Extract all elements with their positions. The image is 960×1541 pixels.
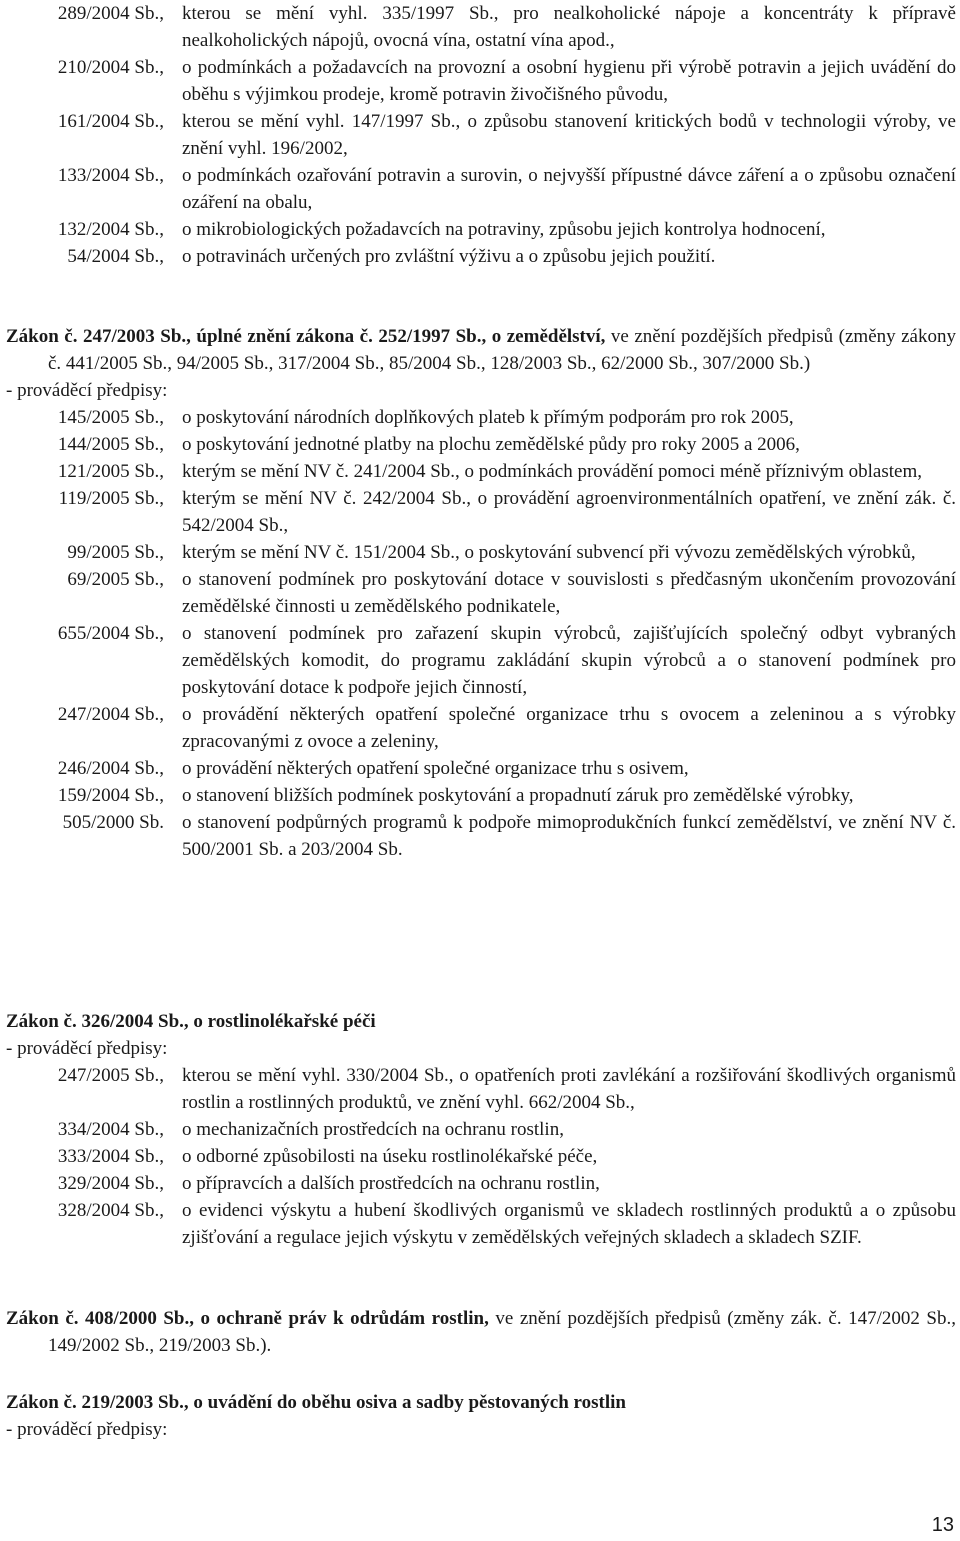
law-408-heading	[0, 1305, 956, 1359]
law-252-title-name: 252/1997 Sb., o zemědělství,	[378, 326, 606, 347]
law-408-title: Zákon č. 408/2000 Sb., o ochraně práv k odrůdám rostlin,	[6, 1308, 489, 1329]
regulation-text: o provádění některých opatření společné organizace trhu s osivem,	[182, 758, 689, 779]
regulation-entry	[0, 458, 956, 485]
regulation-text: o podmínkách ozařování potravin a surovin, o nejvyšší přípustné dávce záření a o způsobu označení ozáření na obalu,	[182, 165, 956, 213]
regulation-entry	[0, 216, 956, 243]
page-number: 13	[931, 1514, 954, 1536]
regulation-text: o evidenci výskytu a hubení škodlivých organismů ve skladech rostlinných produktů a o způsobu zjišťování a regulace jejich výskytu v zemědělských veřejných skladech a skladech SZIF.	[182, 1200, 956, 1248]
law-252-heading	[0, 323, 956, 377]
regulation-number: 119/2005 Sb.,	[58, 488, 164, 509]
regulation-entry	[0, 782, 956, 809]
regulation-number: 144/2005 Sb.,	[57, 434, 164, 455]
regulation-number: 210/2004 Sb.,	[57, 57, 164, 78]
implementing-regulations-label: - prováděcí předpisy:	[6, 380, 168, 401]
law-408-section	[0, 1305, 960, 1359]
regulation-text: o stanovení podpůrných programů k podpoře mimoprodukčních funkcí zemědělství, ve znění NV č. 500/2001 Sb. a 203/2004 Sb.	[182, 812, 956, 860]
regulation-text: o poskytování jednotné platby na plochu zemědělské půdy pro roky 2005 a 2006,	[182, 434, 800, 455]
law-252-title-mid: , úplné znění zákona č.	[186, 326, 379, 347]
regulation-entry	[0, 1170, 956, 1197]
regulation-text: o provádění některých opatření společné organizace trhu s ovocem a zeleninou a s výrobky zpracovanými z ovoce a zeleniny,	[182, 704, 956, 752]
regulation-number: 247/2005 Sb.,	[57, 1065, 164, 1086]
regulation-entry	[0, 108, 956, 162]
regulation-entry	[0, 1143, 956, 1170]
regulation-entry	[0, 0, 956, 54]
regulation-text: kterou se mění vyhl. 335/1997 Sb., pro nealkoholické nápoje a koncentráty k přípravě nealkoholických nápojů, ovocná vína, ostatní vína apod.,	[182, 3, 956, 51]
regulation-text: kterým se mění NV č. 151/2004 Sb., o poskytování subvencí při vývozu zemědělských výrobků,	[182, 542, 916, 563]
regulation-text: o mechanizačních prostředcích na ochranu rostlin,	[182, 1119, 564, 1140]
regulation-text: kterou se mění vyhl. 330/2004 Sb., o opatřeních proti zavlékání a rozšiřování škodlivých organismů rostlin a rostlinných produktů, ve znění vyhl. 662/2004 Sb.,	[182, 1065, 956, 1113]
regulation-number: 54/2004 Sb.,	[67, 246, 164, 267]
regulation-number: 247/2004 Sb.,	[57, 704, 164, 725]
law-408-amendments: ve znění pozdějších předpisů (změny zák. č. 147/2002 Sb., 149/2002 Sb., 219/2003 Sb.).	[48, 1308, 956, 1356]
regulation-text: kterým se mění NV č. 241/2004 Sb., o podmínkách provádění pomoci méně příznivým oblastem,	[182, 461, 922, 482]
regulation-entry	[0, 566, 956, 620]
regulation-entry	[0, 1062, 956, 1116]
regulation-text: o stanovení bližších podmínek poskytování a propadnutí záruk pro zemědělské výrobky,	[182, 785, 854, 806]
regulation-number: 333/2004 Sb.,	[57, 1146, 164, 1167]
regulation-number: 161/2004 Sb.,	[57, 111, 164, 132]
law-326-title: Zákon č. 326/2004 Sb., o rostlinolékařské péči	[6, 1011, 376, 1032]
law-252-section	[0, 323, 960, 863]
regulation-entry	[0, 162, 956, 216]
regulation-number: 133/2004 Sb.,	[57, 165, 164, 186]
regulation-number: 655/2004 Sb.,	[57, 623, 164, 644]
regulation-text: kterým se mění NV č. 242/2004 Sb., o provádění agroenvironmentálních opatření, ve znění zák. č. 542/2004 Sb.,	[182, 488, 956, 536]
implementing-regulations-label: - prováděcí předpisy:	[6, 1038, 168, 1059]
implementing-regulations-label: - prováděcí předpisy:	[6, 1419, 168, 1440]
regulation-number: 328/2004 Sb.,	[57, 1200, 164, 1221]
regulation-number: 121/2005 Sb.,	[57, 461, 164, 482]
law-326-section	[0, 1008, 960, 1251]
regulation-text: o poskytování národních doplňkových plateb k přímým podporám pro rok 2005,	[182, 407, 794, 428]
regulation-number: 132/2004 Sb.,	[57, 219, 164, 240]
law-252-amendments: ve znění pozdějších předpisů (změny zákony č. 441/2005 Sb., 94/2005 Sb., 317/2004 Sb., 85/2004 Sb., 128/2003 Sb., 62/2000 Sb., 307/2000 Sb.)	[48, 326, 956, 374]
regulation-number: 334/2004 Sb.,	[57, 1119, 164, 1140]
regulation-entry	[0, 701, 956, 755]
regulation-entry	[0, 755, 956, 782]
top-regulation-list	[0, 0, 960, 270]
law-252-title: Zákon č. 247/2003 Sb.	[6, 326, 187, 347]
regulation-text: o stanovení podmínek pro poskytování dotace v souvislosti s předčasným ukončením provozování zemědělské činnosti u zemědělského podnikatele,	[182, 569, 956, 617]
regulation-entry	[0, 1116, 956, 1143]
regulation-number: 289/2004 Sb.,	[57, 3, 164, 24]
regulation-number: 329/2004 Sb.,	[57, 1173, 164, 1194]
regulation-number: 145/2005 Sb.,	[57, 407, 164, 428]
regulation-text: kterou se mění vyhl. 147/1997 Sb., o způsobu stanovení kritických bodů v technologii výroby, ve znění vyhl. 196/2002,	[182, 111, 956, 159]
regulation-text: o mikrobiologických požadavcích na potraviny, způsobu jejich kontrolya hodnocení,	[182, 219, 826, 240]
regulation-entry	[0, 243, 956, 270]
law-219-title: Zákon č. 219/2003 Sb., o uvádění do oběhu osiva a sadby pěstovaných rostlin	[6, 1392, 626, 1413]
law-219-section	[0, 1389, 960, 1443]
regulation-entry	[0, 539, 956, 566]
regulation-number: 505/2000 Sb.	[62, 812, 164, 833]
regulation-entry	[0, 431, 956, 458]
law-219-heading	[0, 1389, 956, 1416]
regulation-entry	[0, 404, 956, 431]
regulation-entry	[0, 54, 956, 108]
law-326-heading	[0, 1008, 956, 1035]
regulation-entry	[0, 809, 956, 863]
regulation-text: o přípravcích a dalších prostředcích na ochranu rostlin,	[182, 1173, 600, 1194]
regulation-text: o stanovení podmínek pro zařazení skupin výrobců, zajišťujících společný odbyt vybraných zemědělských komodit, do programu zakládání skupin výrobců a o stanovení podmínek pro poskytování dotace k podpoře jejich činností,	[182, 623, 956, 698]
regulation-number: 99/2005 Sb.,	[67, 542, 164, 563]
regulation-entry	[0, 620, 956, 701]
regulation-number: 69/2005 Sb.,	[67, 569, 164, 590]
regulation-text: o podmínkách a požadavcích na provozní a osobní hygienu při výrobě potravin a jejich uvádění do oběhu s výjimkou prodeje, kromě potravin živočišného původu,	[182, 57, 956, 105]
regulation-entry	[0, 485, 956, 539]
regulation-number: 246/2004 Sb.,	[57, 758, 164, 779]
regulation-text: o potravinách určených pro zvláštní výživu a o způsobu jejich použití.	[182, 246, 716, 267]
regulation-text: o odborné způsobilosti na úseku rostlinolékařské péče,	[182, 1146, 598, 1167]
regulation-entry	[0, 1197, 956, 1251]
regulation-number: 159/2004 Sb.,	[57, 785, 164, 806]
